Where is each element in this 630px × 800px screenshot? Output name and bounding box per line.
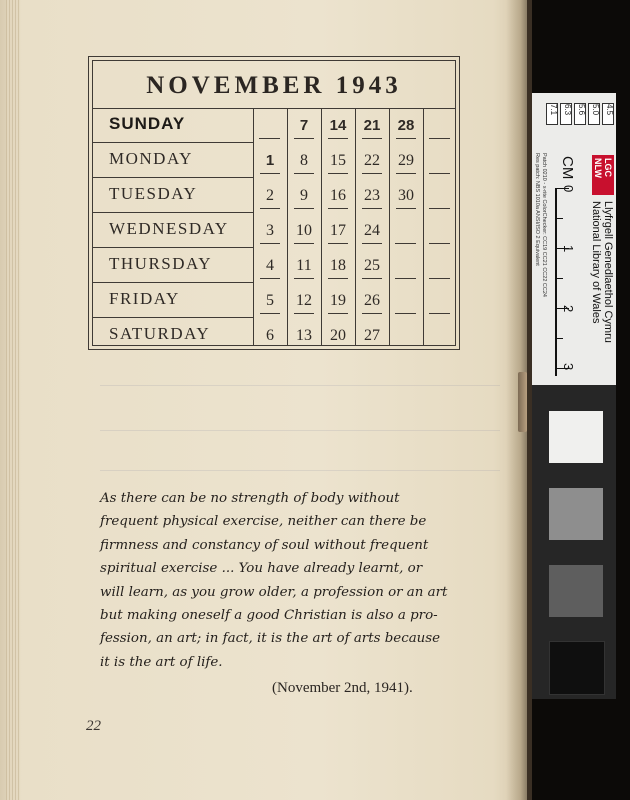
date-number: 11 [296, 257, 312, 274]
institution-english: National Library of Wales [590, 201, 602, 324]
date-cell [321, 143, 355, 178]
date-number: 22 [364, 152, 380, 169]
date-cell [355, 248, 389, 283]
quote-line: but making oneself a good Christian is also a pro- [100, 608, 438, 624]
date-cell [423, 283, 457, 318]
date-cell [253, 178, 287, 213]
calendar-row-tuesday [93, 178, 455, 213]
date-cell [355, 318, 389, 353]
date-cell [389, 283, 423, 318]
calendar-row-saturday [93, 318, 455, 353]
quote-line: firmness and constancy of soul without frequent [100, 537, 429, 553]
calendar-inner-frame [92, 60, 456, 346]
date-cell [355, 283, 389, 318]
calendar-row-sunday [93, 108, 455, 143]
date-cell [321, 213, 355, 248]
date-number: 9 [300, 187, 308, 204]
calendar-table [88, 56, 460, 350]
res-value: 6.3 [563, 104, 572, 116]
calendar-title: NOVEMBER 1943 [146, 72, 402, 99]
date-cell [253, 283, 287, 318]
date-number: 23 [364, 187, 380, 204]
date-cell [253, 108, 287, 143]
date-number: 30 [398, 187, 414, 204]
date-cell [287, 108, 321, 143]
date-number: 5 [266, 292, 274, 309]
date-cell [253, 318, 287, 353]
date-cell [253, 248, 287, 283]
bleed-rule [100, 430, 500, 431]
date-cell [423, 143, 457, 178]
scale-mark: 0 [561, 185, 576, 193]
date-cell [321, 283, 355, 318]
black-patch [549, 641, 605, 695]
date-cell [253, 213, 287, 248]
quote-line: will learn, as you grow older, a profession or an art [100, 584, 448, 600]
date-cell [423, 213, 457, 248]
logo-text: NLW [593, 158, 603, 178]
res-value: 5.6 [577, 104, 586, 116]
date-number: 7 [299, 117, 309, 134]
bleed-rule [100, 385, 500, 386]
white-patch [549, 411, 603, 463]
date-cell [321, 108, 355, 143]
date-cell [389, 143, 423, 178]
quote-text [100, 487, 466, 674]
date-cell [321, 178, 355, 213]
day-label-saturday: SATURDAY [109, 324, 211, 343]
date-number: 4 [266, 257, 274, 274]
card-header [532, 93, 616, 385]
day-label-sunday: SUNDAY [109, 114, 186, 133]
day-label-wednesday: WEDNESDAY [109, 219, 229, 238]
date-cell [287, 283, 321, 318]
light-gray-patch [549, 488, 603, 540]
scale-mark: 3 [561, 363, 576, 371]
page-edge [6, 0, 20, 800]
date-number: 14 [329, 117, 347, 134]
color-calibration-card [532, 93, 616, 699]
date-number: 6 [266, 327, 274, 344]
quote-line: frequent physical exercise, neither can there be [100, 514, 427, 530]
date-cell [253, 143, 287, 178]
date-number: 18 [330, 257, 346, 274]
res-value: 5.0 [591, 104, 600, 116]
date-cell [321, 318, 355, 353]
date-cell [287, 318, 321, 353]
quote-attribution: (November 2nd, 1941). [272, 680, 413, 696]
date-number: 10 [296, 222, 312, 239]
library-logo [592, 155, 614, 195]
date-number: 24 [364, 222, 380, 239]
date-cell [355, 143, 389, 178]
date-number: 19 [330, 292, 346, 309]
date-cell [389, 108, 423, 143]
date-cell [389, 213, 423, 248]
date-cell [355, 178, 389, 213]
date-number: 25 [364, 257, 380, 274]
date-number: 16 [330, 187, 346, 204]
date-cell [423, 248, 457, 283]
quote-line: fession, an art; in fact, it is the art of arts because [100, 631, 441, 647]
res-value: 7.1 [549, 104, 558, 116]
date-cell [287, 143, 321, 178]
date-number: 1 [265, 152, 275, 169]
patch-info: Patch 0210 - x-rite ColorChecker: CC19 CC21 CC22 CC24 [541, 153, 547, 297]
date-cell [355, 213, 389, 248]
quote-line: spiritual exercise ... You have already learnt, or [100, 561, 423, 577]
date-number: 28 [397, 117, 415, 134]
date-cell [287, 248, 321, 283]
calendar-row-wednesday [93, 213, 455, 248]
scale-mark: 2 [561, 305, 576, 313]
day-label-thursday: THURSDAY [109, 254, 213, 273]
logo-text: LGC [603, 158, 613, 177]
date-number: 3 [266, 222, 274, 239]
scale-mark: 1 [561, 245, 576, 253]
date-number: 29 [398, 152, 414, 169]
res-value: 4.5 [605, 104, 614, 116]
bleed-rule [100, 470, 500, 471]
date-number: 27 [364, 327, 380, 344]
date-cell [423, 108, 457, 143]
cm-ruler [555, 188, 569, 376]
date-cell [389, 248, 423, 283]
date-cell [355, 108, 389, 143]
date-number: 15 [330, 152, 346, 169]
dark-gray-patch [549, 565, 603, 617]
day-label-friday: FRIDAY [109, 289, 180, 308]
date-number: 20 [330, 327, 346, 344]
date-number: 8 [300, 152, 308, 169]
patch-info: Res patch: NBS 1010a ANSI/ISO 2 Equivalent [534, 153, 540, 266]
institution-welsh: Llyfrgell Genedlaethol Cymru [602, 201, 614, 343]
day-label-tuesday: TUESDAY [109, 184, 198, 203]
calendar-row-friday [93, 283, 455, 318]
calendar-row-monday [93, 143, 455, 178]
date-cell [389, 318, 423, 353]
day-label-monday: MONDAY [109, 149, 193, 168]
binding-tab [518, 372, 527, 432]
date-cell [389, 178, 423, 213]
page-number: 22 [86, 718, 101, 734]
scale-unit: CM [559, 156, 576, 180]
date-cell [287, 213, 321, 248]
date-cell [321, 248, 355, 283]
date-number: 13 [296, 327, 312, 344]
date-cell [423, 318, 457, 353]
calendar-row-thursday [93, 248, 455, 283]
date-number: 12 [296, 292, 312, 309]
date-number: 26 [364, 292, 380, 309]
date-number: 2 [266, 187, 274, 204]
date-cell [287, 178, 321, 213]
date-number: 17 [330, 222, 346, 239]
quote-line: As there can be no strength of body without [100, 491, 400, 506]
quote-line: it is the art of life. [100, 654, 223, 670]
date-cell [423, 178, 457, 213]
date-number: 21 [363, 117, 381, 134]
